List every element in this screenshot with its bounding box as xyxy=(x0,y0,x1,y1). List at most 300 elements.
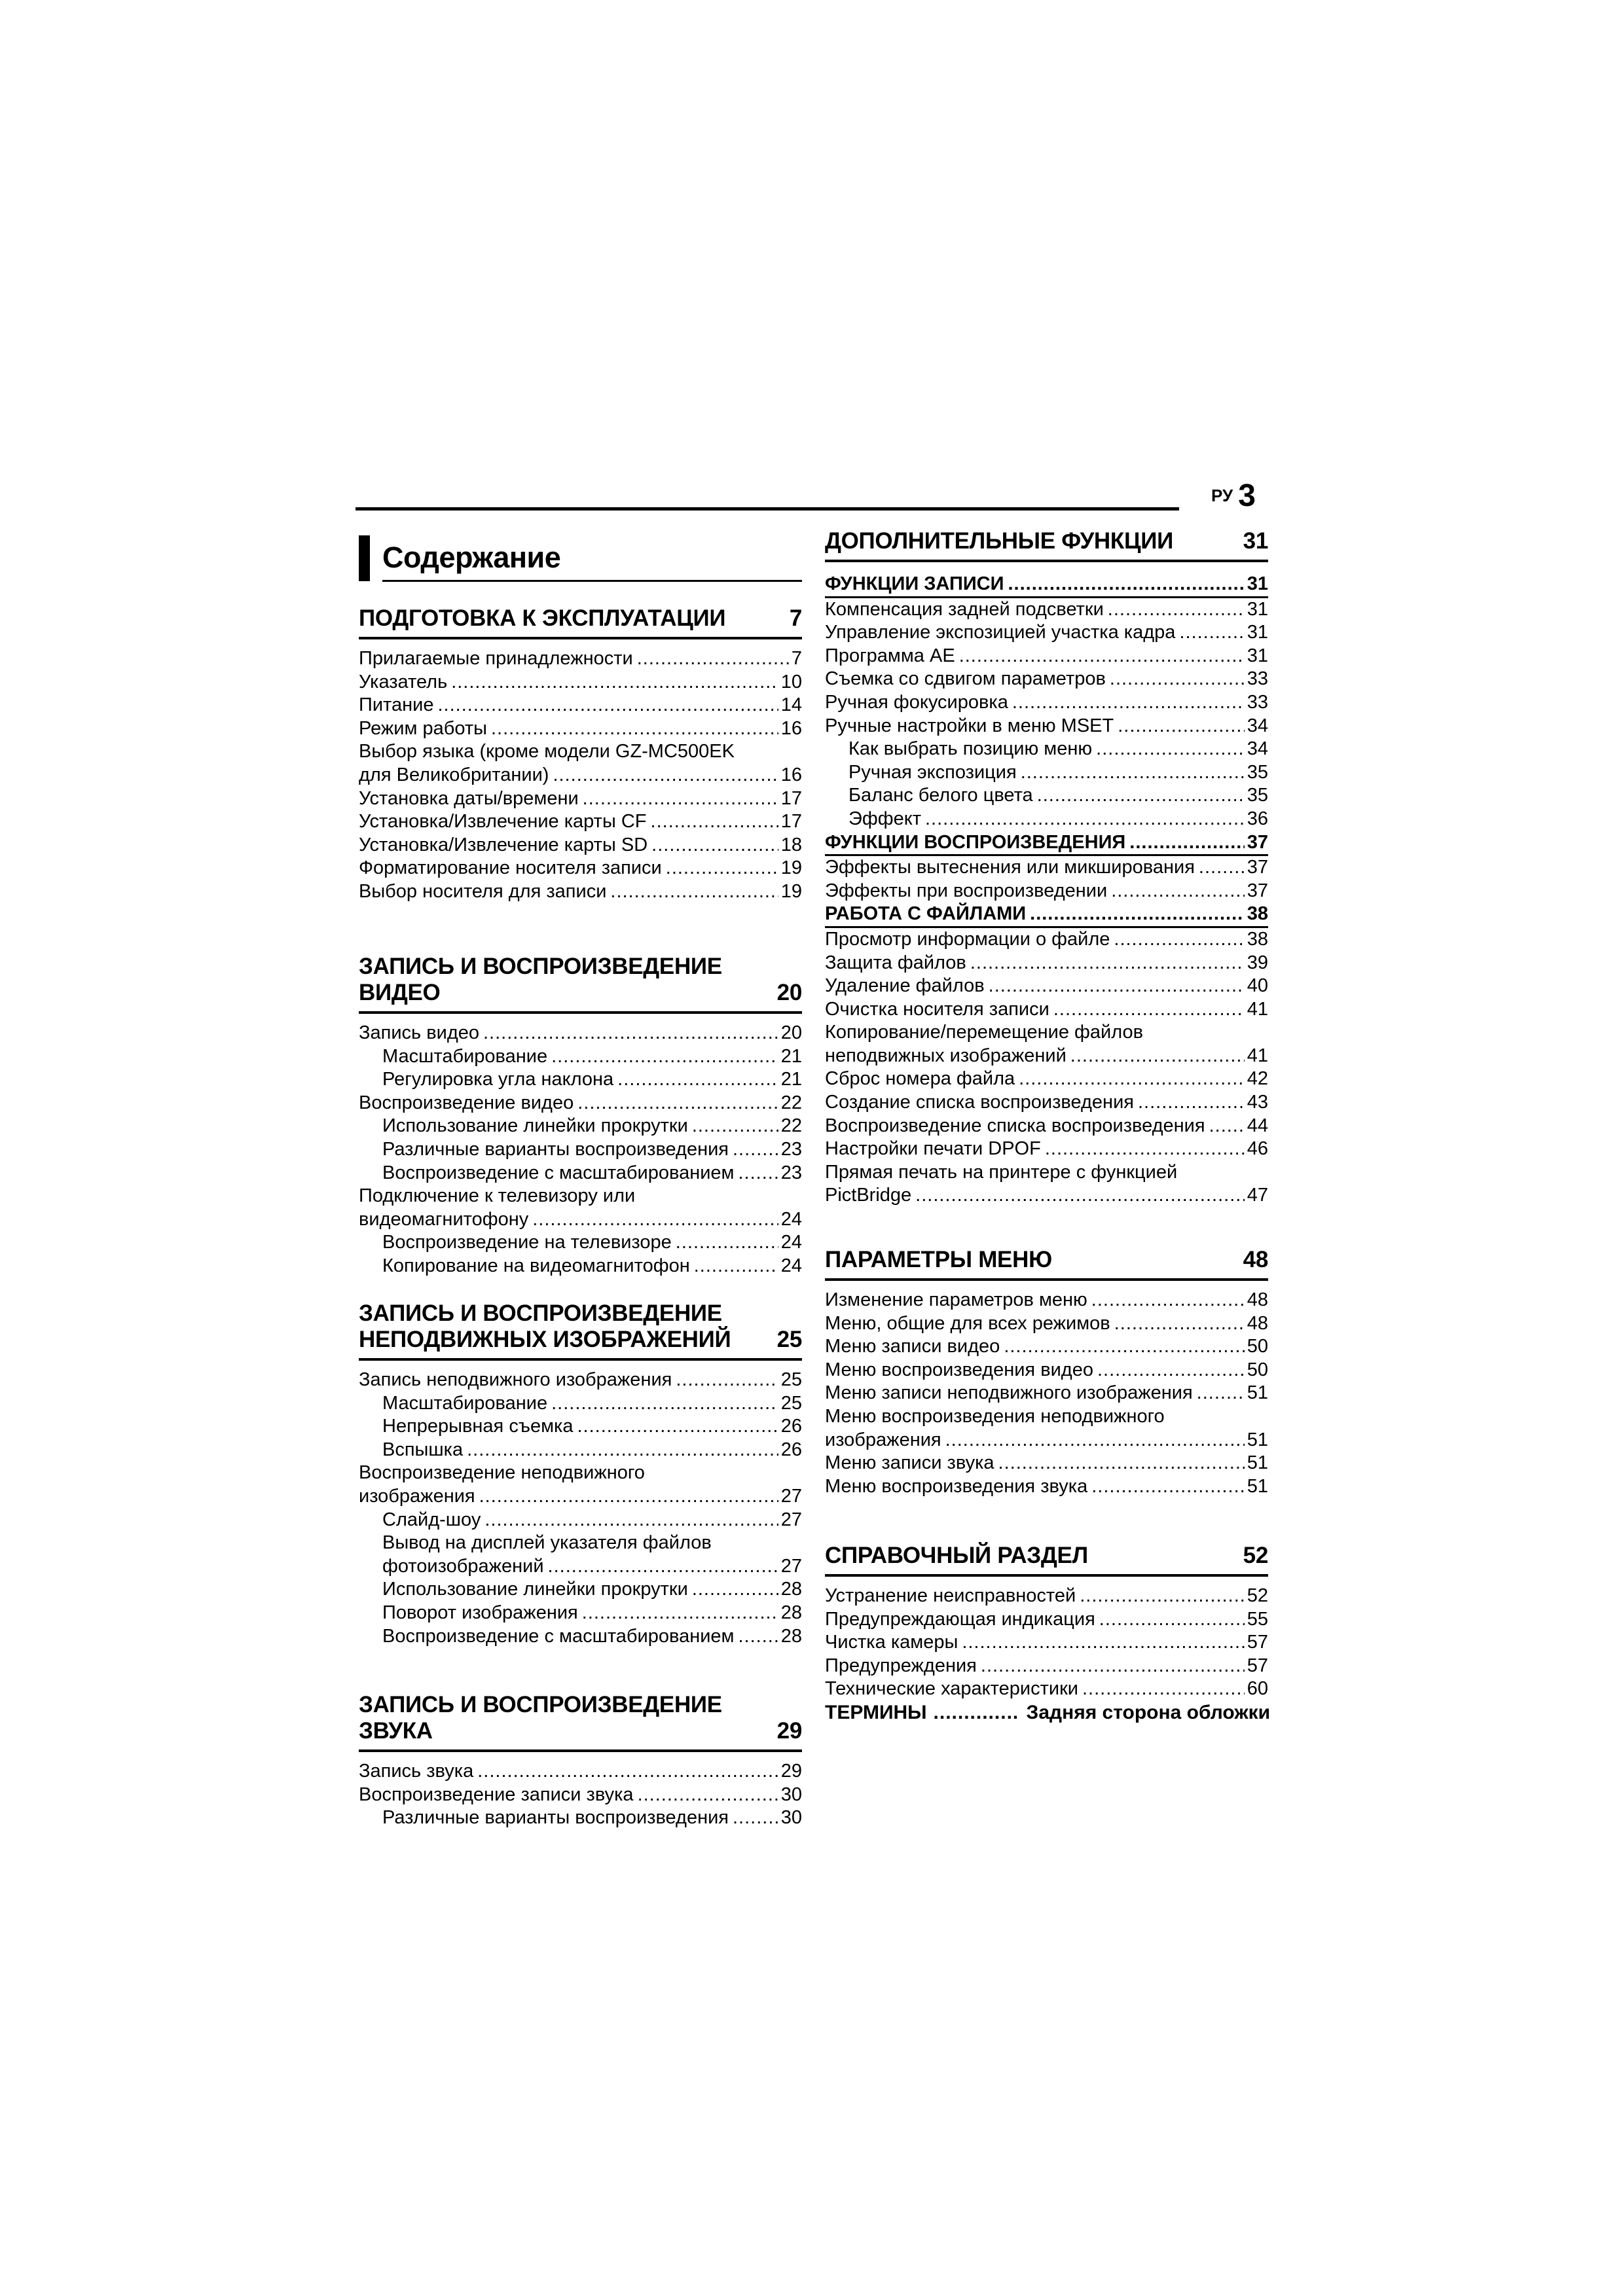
entry-page: 47 xyxy=(1247,1185,1268,1206)
entry-list xyxy=(359,1022,802,1278)
toc-entry[interactable] xyxy=(359,1806,802,1830)
section-reference xyxy=(825,1543,1271,1725)
leader-dots xyxy=(483,1022,778,1045)
toc-title: Содержание xyxy=(382,541,561,574)
toc-entry[interactable] xyxy=(825,1631,1268,1655)
toc-entry[interactable] xyxy=(825,738,1268,761)
page-number xyxy=(1211,478,1256,514)
toc-entry[interactable] xyxy=(359,1092,802,1115)
entry-page: 24 xyxy=(780,1232,802,1253)
entry-list xyxy=(359,1369,802,1648)
toc-entry[interactable] xyxy=(825,998,1268,1022)
subsection-title: ФУНКЦИИ ВОСПРОИЗВЕДЕНИЯ xyxy=(825,831,1126,853)
entry-page: 16 xyxy=(780,764,802,785)
section-title: ПОДГОТОВКА К ЭКСПЛУАТАЦИИ xyxy=(359,605,726,631)
leader-dots xyxy=(577,1092,778,1115)
entry-label: Создание списка воспроизведения xyxy=(825,1092,1134,1113)
entry-page: 41 xyxy=(1247,1045,1268,1066)
leader-dots xyxy=(676,1369,778,1392)
toc-entry[interactable] xyxy=(359,1392,802,1416)
toc-title-block xyxy=(359,535,802,581)
leader-dots xyxy=(1129,831,1244,855)
entry-page: 52 xyxy=(1247,1585,1268,1606)
entry-page: 26 xyxy=(780,1439,802,1460)
entry-label: Съемка со сдвигом параметров xyxy=(825,668,1106,690)
toc-entry[interactable] xyxy=(359,810,802,834)
leader-dots xyxy=(1114,928,1244,952)
entry-label: Воспроизведение списка воспроизведения xyxy=(825,1115,1205,1136)
entry-label: изображения xyxy=(825,1429,941,1450)
leader-dots xyxy=(437,694,778,717)
section-title: ЗАПИСЬ И ВОСПРОИЗВЕДЕНИЕ НЕПОДВИЖНЫХ ИЗОБРАЖЕНИЙ xyxy=(359,1300,731,1352)
toc-entry[interactable] xyxy=(825,1091,1268,1115)
leader-dots xyxy=(1097,1359,1245,1382)
leader-dots xyxy=(651,810,778,834)
section-title: ЗАПИСЬ И ВОСПРОИЗВЕДЕНИЕ ВИДЕО xyxy=(359,954,722,1005)
leader-dots xyxy=(1030,903,1245,926)
entry-page: 27 xyxy=(780,1555,802,1577)
entry-page: 39 xyxy=(1247,952,1268,973)
entry-page: 43 xyxy=(1247,1092,1268,1113)
entry-page: 23 xyxy=(780,1138,802,1160)
toc-entry[interactable] xyxy=(359,1485,802,1509)
leader-dots xyxy=(1045,1138,1245,1161)
toc-entry-line[interactable]: Выбор языка (кроме модели GZ-MC500EK xyxy=(359,741,735,762)
page-number-value: 3 xyxy=(1238,478,1256,513)
toc-entry[interactable] xyxy=(359,1578,802,1602)
entry-label: Программа AE xyxy=(825,645,955,666)
toc-entry[interactable] xyxy=(825,1067,1268,1091)
entry-label: Непрерывная съемка xyxy=(382,1416,574,1437)
entry-label: Режим работы xyxy=(359,717,487,739)
toc-entry[interactable] xyxy=(825,621,1268,645)
leader-dots xyxy=(1019,1067,1245,1091)
leader-dots xyxy=(1209,1115,1245,1138)
entry-page: 35 xyxy=(1247,785,1268,806)
subsection-file-operations[interactable] xyxy=(825,903,1268,928)
entry-page: 37 xyxy=(1247,857,1268,878)
entry-page: 24 xyxy=(780,1208,802,1230)
leader-dots xyxy=(962,1631,1244,1655)
entry-page: 31 xyxy=(1247,622,1268,643)
leader-dots xyxy=(551,1045,778,1069)
subsection-recording-functions[interactable] xyxy=(825,573,1268,598)
entry-page: 14 xyxy=(780,694,802,716)
entry-label: Установка даты/времени xyxy=(359,787,579,809)
leader-dots xyxy=(738,1625,778,1649)
entry-label: PictBridge xyxy=(825,1185,912,1206)
section-audio xyxy=(359,1692,802,1830)
leader-dots xyxy=(1197,1382,1245,1405)
leader-dots xyxy=(676,1231,778,1255)
toc-entry-line[interactable]: Меню воспроизведения неподвижного xyxy=(825,1405,1165,1427)
section-video xyxy=(359,954,802,1278)
entry-page: 24 xyxy=(780,1255,802,1276)
entry-label: Технические характеристики xyxy=(825,1678,1078,1700)
leader-dots xyxy=(484,1509,778,1532)
subsection-page: 37 xyxy=(1247,831,1268,853)
entry-list xyxy=(825,856,1268,903)
leader-dots xyxy=(548,1555,778,1579)
entry-page: 28 xyxy=(780,1625,802,1647)
glossary-entry[interactable] xyxy=(825,1701,1271,1725)
toc-entry[interactable] xyxy=(359,1138,802,1162)
toc-entry[interactable] xyxy=(359,880,802,904)
entry-page: 51 xyxy=(1247,1429,1268,1450)
toc-entry[interactable] xyxy=(359,647,802,671)
entry-page: 31 xyxy=(1247,645,1268,666)
entry-page: 10 xyxy=(780,671,802,692)
section-page: 7 xyxy=(789,605,802,631)
leader-dots xyxy=(733,1806,778,1830)
leader-dots xyxy=(491,717,778,741)
toc-entry[interactable] xyxy=(825,1335,1268,1359)
section-title: ЗАПИСЬ И ВОСПРОИЗВЕДЕНИЕ ЗВУКА xyxy=(359,1692,722,1744)
entry-page: 38 xyxy=(1247,928,1268,950)
entry-page: 34 xyxy=(1247,715,1268,736)
entry-label: Указатель xyxy=(359,671,448,692)
toc-entry[interactable] xyxy=(825,975,1268,998)
leader-dots xyxy=(1111,880,1245,903)
toc-entry[interactable] xyxy=(359,1115,802,1138)
entry-label: Регулировка угла наклона xyxy=(382,1069,614,1090)
toc-entry[interactable] xyxy=(825,1289,1268,1312)
leader-dots xyxy=(733,1138,778,1162)
toc-entry[interactable] xyxy=(825,784,1268,808)
leader-dots xyxy=(1138,1091,1245,1115)
toc-entry[interactable] xyxy=(825,856,1268,880)
entry-page: 28 xyxy=(780,1602,802,1623)
entry-list xyxy=(825,1585,1268,1701)
entry-page: 34 xyxy=(1247,738,1268,760)
leader-dots xyxy=(467,1439,778,1462)
entry-page: 41 xyxy=(1247,998,1268,1020)
entry-label: Сброс номера файла xyxy=(825,1068,1015,1090)
section-still-images xyxy=(359,1300,802,1648)
section-title: ПАРАМЕТРЫ МЕНЮ xyxy=(825,1247,1052,1272)
entry-label: Форматирование носителя записи xyxy=(359,857,662,879)
subsection-title: РАБОТА С ФАЙЛАМИ xyxy=(825,903,1027,925)
leader-dots xyxy=(694,1255,778,1278)
section-page: 29 xyxy=(776,1718,802,1744)
entry-list xyxy=(359,1760,802,1830)
toc-entry[interactable] xyxy=(359,1022,802,1045)
toc-entry[interactable] xyxy=(359,1068,802,1092)
entry-page: 20 xyxy=(780,1022,802,1043)
entry-label: Предупреждения xyxy=(825,1655,977,1676)
toc-entry[interactable] xyxy=(825,668,1268,691)
section-heading[interactable] xyxy=(359,1300,802,1361)
leader-dots xyxy=(651,834,778,857)
entry-page: 37 xyxy=(1247,880,1268,901)
section-advanced xyxy=(825,528,1268,1208)
toc-entry[interactable] xyxy=(359,764,802,787)
entry-page: 51 xyxy=(1247,1475,1268,1497)
entry-label: Воспроизведение записи звука xyxy=(359,1784,634,1805)
entry-label: Слайд-шоу xyxy=(382,1509,481,1530)
entry-page: 27 xyxy=(780,1485,802,1507)
toc-entry[interactable] xyxy=(825,928,1268,952)
entry-label: Меню воспроизведения видео xyxy=(825,1359,1093,1380)
toc-entry[interactable] xyxy=(825,715,1268,738)
subsection-playback-functions[interactable] xyxy=(825,831,1268,857)
entry-page: 21 xyxy=(780,1069,802,1090)
leader-dots xyxy=(1070,1045,1245,1068)
toc-entry[interactable] xyxy=(359,1760,802,1784)
toc-entry[interactable] xyxy=(359,1415,802,1439)
section-title: ДОПОЛНИТЕЛЬНЫЕ ФУНКЦИИ xyxy=(825,528,1173,554)
toc-entry[interactable] xyxy=(825,1184,1268,1208)
entry-label: Устранение неисправностей xyxy=(825,1585,1076,1606)
language-code: РУ xyxy=(1211,486,1233,505)
leader-dots xyxy=(1037,784,1245,808)
entry-label: Меню записи видео xyxy=(825,1336,1000,1357)
entry-label: Использование линейки прокрутки xyxy=(382,1579,688,1600)
leader-dots xyxy=(666,857,778,880)
entry-label: Очистка носителя записи xyxy=(825,998,1049,1020)
entry-page: 17 xyxy=(780,811,802,833)
toc-entry[interactable] xyxy=(359,671,802,694)
toc-entry[interactable] xyxy=(825,1045,1268,1068)
entry-label: фотоизображений xyxy=(382,1555,544,1577)
entry-label: Питание xyxy=(359,694,434,716)
entry-list xyxy=(825,1289,1268,1498)
toc-entry-line[interactable]: Подключение к телевизору или xyxy=(359,1185,636,1207)
entry-label: Эффекты вытеснения или микширования xyxy=(825,857,1195,878)
entry-page: 35 xyxy=(1247,761,1268,783)
leader-dots xyxy=(479,1485,778,1509)
leader-dots xyxy=(1091,1475,1245,1499)
toc-entry[interactable] xyxy=(359,857,802,880)
section-heading[interactable] xyxy=(825,1543,1268,1577)
toc-entry[interactable] xyxy=(359,717,802,741)
leader-dots xyxy=(637,647,789,671)
toc-entry[interactable] xyxy=(825,1429,1268,1452)
entry-page: 57 xyxy=(1247,1655,1268,1676)
toc-entry[interactable] xyxy=(359,1231,802,1255)
entry-label: Выбор носителя для записи xyxy=(359,880,607,902)
toc-entry[interactable] xyxy=(825,1452,1268,1475)
leader-dots xyxy=(959,645,1245,668)
toc-entry[interactable] xyxy=(825,1608,1268,1632)
toc-entry[interactable] xyxy=(825,691,1268,715)
entry-page: 31 xyxy=(1247,598,1268,620)
toc-entry[interactable] xyxy=(825,1382,1268,1405)
toc-entry[interactable] xyxy=(825,808,1268,831)
entry-page: 50 xyxy=(1247,1336,1268,1357)
leader-dots xyxy=(1099,1608,1245,1632)
entry-label: Масштабирование xyxy=(382,1045,548,1067)
section-page: 52 xyxy=(1243,1543,1268,1568)
entry-label: Изменение параметров меню xyxy=(825,1289,1087,1310)
entry-label: Управление экспозицией участка кадра xyxy=(825,622,1176,643)
leader-dots xyxy=(1096,738,1245,761)
toc-entry[interactable] xyxy=(825,1359,1268,1382)
entry-page: 51 xyxy=(1247,1452,1268,1474)
entry-label: Установка/Извлечение карты SD xyxy=(359,834,648,855)
entry-page: 60 xyxy=(1247,1678,1268,1700)
toc-entry[interactable] xyxy=(359,1625,802,1649)
entry-page: 48 xyxy=(1247,1312,1268,1334)
entry-page: 25 xyxy=(780,1369,802,1390)
entry-page: 22 xyxy=(780,1115,802,1137)
toc-entry[interactable] xyxy=(825,1677,1268,1701)
top-rule xyxy=(356,507,1179,511)
toc-entry[interactable] xyxy=(359,1439,802,1462)
toc-entry-line[interactable]: Вывод на дисплей указателя файлов xyxy=(382,1532,712,1554)
entry-page: 19 xyxy=(780,857,802,879)
entry-label: Эффекты при воспроизведении xyxy=(825,880,1108,901)
toc-entry[interactable] xyxy=(359,1208,802,1232)
entry-page: 26 xyxy=(780,1416,802,1437)
leader-dots xyxy=(1021,761,1245,785)
toc-entry[interactable] xyxy=(825,952,1268,975)
entry-page: 50 xyxy=(1247,1359,1268,1380)
leader-dots xyxy=(998,1452,1245,1475)
toc-entry[interactable] xyxy=(825,1475,1268,1499)
entry-page: 57 xyxy=(1247,1632,1268,1653)
toc-entry[interactable] xyxy=(825,880,1268,903)
entry-label: Использование линейки прокрутки xyxy=(382,1115,688,1137)
toc-entry[interactable] xyxy=(825,761,1268,785)
toc-entry[interactable] xyxy=(825,598,1268,622)
toc-entry[interactable] xyxy=(359,1045,802,1069)
entry-label: Воспроизведение с масштабированием xyxy=(382,1162,735,1183)
leader-dots xyxy=(1199,856,1245,880)
glossary-label: ТЕРМИНЫ xyxy=(825,1701,927,1723)
entry-label: Меню, общие для всех режимов xyxy=(825,1312,1110,1334)
leader-dots xyxy=(925,808,1245,831)
leader-dots xyxy=(1008,573,1244,596)
leader-dots xyxy=(1118,715,1245,738)
section-title: СПРАВОЧНЫЙ РАЗДЕЛ xyxy=(825,1543,1088,1568)
entry-page: 29 xyxy=(780,1761,802,1782)
entry-list xyxy=(825,928,1268,1208)
entry-label: Воспроизведение на телевизоре xyxy=(382,1232,672,1253)
entry-label: для Великобритании) xyxy=(359,764,549,785)
entry-label: Запись неподвижного изображения xyxy=(359,1369,672,1390)
entry-page: 33 xyxy=(1247,691,1268,713)
entry-label: Прилагаемые принадлежности xyxy=(359,648,633,669)
toc-entry[interactable] xyxy=(359,694,802,717)
entry-label: Вспышка xyxy=(382,1439,464,1460)
toc-entry[interactable] xyxy=(825,1585,1268,1608)
glossary-page: Задняя сторона обложки xyxy=(1026,1701,1271,1723)
leader-dots xyxy=(945,1429,1245,1452)
entry-list xyxy=(359,647,802,904)
toc-entry-line[interactable]: Копирование/перемещение файлов xyxy=(825,1022,1143,1043)
toc-entry[interactable] xyxy=(359,1602,802,1625)
entry-page: 40 xyxy=(1247,975,1268,997)
entry-page: 19 xyxy=(780,880,802,902)
leader-dots xyxy=(981,1655,1245,1678)
leader-dots xyxy=(915,1184,1245,1208)
leader-dots xyxy=(1082,1677,1245,1701)
toc-entry[interactable] xyxy=(359,834,802,857)
entry-label: изображения xyxy=(359,1485,475,1507)
toc-entry[interactable] xyxy=(359,1369,802,1392)
section-heading[interactable] xyxy=(359,954,802,1014)
entry-label: Просмотр информации о файле xyxy=(825,928,1110,950)
entry-label: Установка/Извлечение карты CF xyxy=(359,811,647,833)
toc-entry[interactable] xyxy=(359,787,802,811)
subsection-page: 38 xyxy=(1247,903,1268,925)
entry-page: 55 xyxy=(1247,1608,1268,1630)
entry-label: Поворот изображения xyxy=(382,1602,578,1623)
leader-dots xyxy=(1080,1585,1245,1608)
toc-entry[interactable] xyxy=(825,1138,1268,1161)
leader-dots xyxy=(1110,668,1245,691)
entry-label: Различные варианты воспроизведения xyxy=(382,1807,729,1829)
leader-dots xyxy=(610,880,778,904)
leader-dots xyxy=(638,1784,778,1807)
entry-label: Предупреждающая индикация xyxy=(825,1608,1095,1630)
entry-label: неподвижных изображений xyxy=(825,1045,1067,1066)
entry-label: видеомагнитофону xyxy=(359,1208,529,1230)
section-page: 25 xyxy=(776,1327,802,1352)
entry-label: Запись звука xyxy=(359,1761,474,1782)
section-heading[interactable] xyxy=(359,605,802,639)
entry-list xyxy=(825,598,1268,831)
entry-page: 30 xyxy=(780,1807,802,1829)
toc-entry-line[interactable]: Воспроизведение неподвижного xyxy=(359,1462,645,1484)
entry-label: Различные варианты воспроизведения xyxy=(382,1138,729,1160)
entry-page: 21 xyxy=(780,1045,802,1067)
entry-page: 28 xyxy=(780,1579,802,1600)
toc-entry[interactable] xyxy=(359,1255,802,1278)
toc-entry[interactable] xyxy=(359,1555,802,1579)
entry-label: Настройки печати DPOF xyxy=(825,1138,1041,1160)
entry-label: Масштабирование xyxy=(382,1392,548,1414)
section-page: 31 xyxy=(1243,528,1268,554)
section-heading[interactable] xyxy=(359,1692,802,1752)
entry-page: 22 xyxy=(780,1092,802,1113)
leader-dots xyxy=(1108,598,1245,622)
toc-entry-line[interactable]: Прямая печать на принтере с функцией xyxy=(825,1161,1178,1183)
leader-dots xyxy=(1053,998,1245,1022)
entry-label: Воспроизведение видео xyxy=(359,1092,574,1113)
entry-page: 36 xyxy=(1247,808,1268,829)
leader-dots xyxy=(970,952,1245,975)
toc-entry[interactable] xyxy=(359,1509,802,1532)
leader-dots xyxy=(532,1208,778,1232)
entry-label: Запись видео xyxy=(359,1022,479,1043)
leader-dots xyxy=(477,1760,778,1784)
entry-page: 18 xyxy=(780,834,802,855)
section-heading[interactable] xyxy=(825,1247,1268,1281)
entry-label: Эффект xyxy=(848,808,921,829)
toc-entry[interactable] xyxy=(825,1312,1268,1336)
entry-page: 42 xyxy=(1247,1068,1268,1090)
toc-entry[interactable] xyxy=(359,1162,802,1185)
toc-entry[interactable] xyxy=(825,1655,1268,1678)
entry-label: Удаление файлов xyxy=(825,975,985,997)
leader-dots xyxy=(582,1602,778,1625)
entry-page: 30 xyxy=(780,1784,802,1805)
leader-dots xyxy=(577,1415,778,1439)
section-page: 20 xyxy=(776,980,802,1005)
entry-label: Защита файлов xyxy=(825,952,966,973)
toc-entry[interactable] xyxy=(825,1115,1268,1138)
section-heading[interactable] xyxy=(825,528,1268,562)
leader-dots xyxy=(583,787,778,811)
entry-label: Меню записи звука xyxy=(825,1452,994,1474)
toc-entry[interactable] xyxy=(825,645,1268,668)
entry-label: Меню записи неподвижного изображения xyxy=(825,1382,1193,1404)
toc-entry[interactable] xyxy=(359,1784,802,1807)
entry-label: Воспроизведение с масштабированием xyxy=(382,1625,735,1647)
leader-dots xyxy=(1179,621,1244,645)
